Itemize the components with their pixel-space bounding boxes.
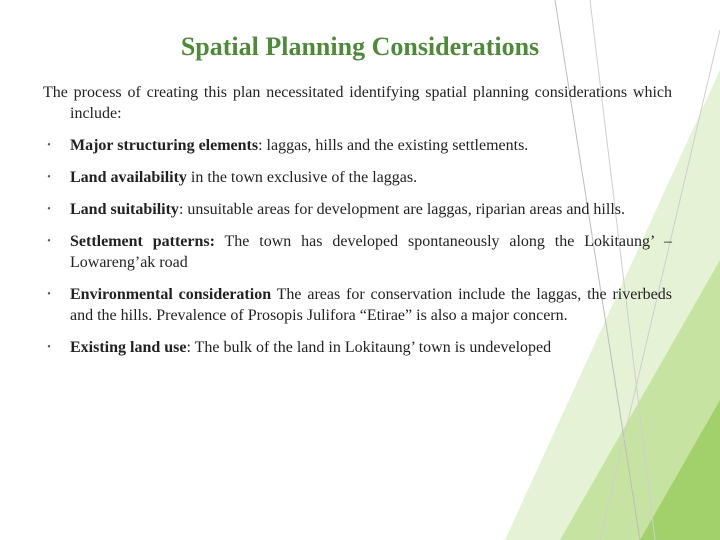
bullet-text: : laggas, hills and the existing settlements. xyxy=(258,137,529,154)
bullet-icon: • xyxy=(47,289,51,300)
bullet-icon: • xyxy=(47,342,51,353)
intro-paragraph: The process of creating this plan necessitated identifying spatial planning considerations which include: xyxy=(43,84,672,122)
bullet-icon: • xyxy=(47,172,51,183)
bullet-item xyxy=(43,167,672,188)
bullet-text: : unsuitable areas for development are laggas, riparian areas and hills. xyxy=(178,201,625,218)
bullet-text: The town has developed spontaneously along the Lokitaung’ –Lowareng’ak road xyxy=(70,233,672,271)
bullet-text: in the town exclusive of the laggas. xyxy=(186,169,418,186)
bullet-item xyxy=(43,284,672,326)
bullet-term: Major structuring elements xyxy=(70,137,259,154)
bullet-text: The areas for conservation include the laggas, the riverbeds and the hills. Prevalence of Prosopis Julifora “Etirae” is also a major concern. xyxy=(70,286,672,324)
slide-body xyxy=(43,82,672,369)
bullet-item xyxy=(43,135,672,156)
bullet-item xyxy=(43,231,672,273)
bullet-term: Environmental consideration xyxy=(70,286,272,303)
slide-title: Spatial Planning Considerations xyxy=(180,32,540,61)
bullet-list xyxy=(43,135,672,358)
bullet-term: Land suitability xyxy=(70,201,179,218)
bullet-icon: • xyxy=(47,204,51,215)
bullet-term: Land availability xyxy=(70,169,187,186)
bullet-text: : The bulk of the land in Lokitaung’ town is undeveloped xyxy=(186,339,552,356)
bullet-icon: • xyxy=(47,236,51,247)
bullet-item xyxy=(43,199,672,220)
bullet-term: Existing land use xyxy=(70,339,187,356)
bullet-item xyxy=(43,337,672,358)
bullet-icon: • xyxy=(47,140,51,151)
bullet-term: Settlement patterns: xyxy=(70,233,215,250)
